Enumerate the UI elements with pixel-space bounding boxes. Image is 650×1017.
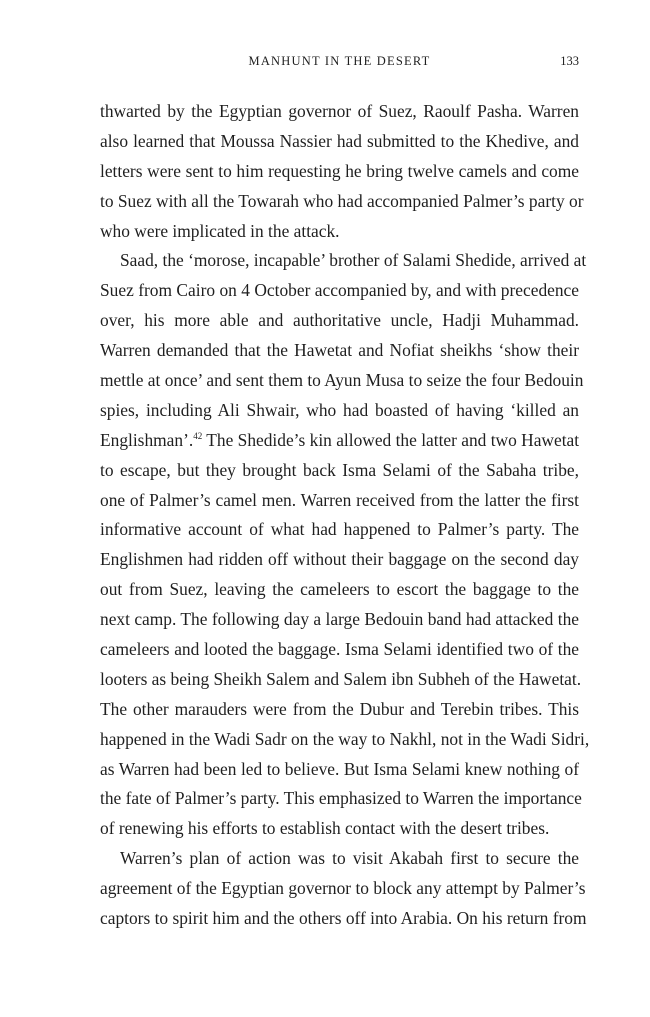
text-line: to Suez with all the Towarah who had accompanied Palmer’s party or (100, 190, 584, 211)
footnote-marker[interactable]: 42 (193, 430, 203, 441)
text-line: the fate of Palmer’s party. This emphasized to Warren the importance (100, 788, 582, 809)
text-line: Englishmen had ridden off without their baggage on the second day (100, 549, 579, 570)
paragraph-end-line: of renewing his efforts to establish contact with the desert tribes. (100, 818, 550, 839)
text-line: Warren demanded that the Hawetat and Nofiat sheikhs ‘show their (100, 340, 579, 361)
line-text: The Shedide’s kin allowed the latter and two Hawetat (202, 429, 580, 450)
text-line: to escape, but they brought back Isma Selami of the Sabaha tribe, (100, 459, 579, 480)
text-line: out from Suez, leaving the cameleers to escort the baggage to the (100, 579, 579, 600)
text-line: captors to spirit him and the others off into Arabia. On his return from (100, 908, 587, 929)
text-line: spies, including Ali Shwair, who had boasted of having ‘killed an (100, 399, 579, 420)
text-line: also learned that Moussa Nassier had submitted to the Khedive, and (100, 130, 579, 151)
text-line: as Warren had been led to believe. But Isma Selami knew nothing of (100, 758, 579, 779)
running-head (100, 52, 579, 70)
text-line: over, his more able and authoritative uncle, Hadji Muhammad. (100, 310, 579, 331)
paragraph-end-line: who were implicated in the attack. (100, 220, 340, 241)
text-line: thwarted by the Egyptian governor of Suez, Raoulf Pasha. Warren (100, 101, 579, 121)
page-number: 133 (560, 54, 579, 68)
line-text: Englishman’. (100, 429, 194, 450)
text-line: informative account of what had happened to Palmer’s party. The (100, 519, 579, 540)
text-line: looters as being Sheikh Salem and Salem ibn Subheh of the Hawetat. (100, 668, 582, 689)
text-line-with-footnote (100, 426, 579, 456)
paragraph-start-line: Saad, the ‘morose, incapable’ brother of Salami Shedide, arrived at (120, 250, 587, 271)
text-line: agreement of the Egyptian governor to block any attempt by Palmer’s (100, 878, 586, 899)
paragraph-start-line: Warren’s plan of action was to visit Akabah first to secure the (120, 848, 579, 869)
text-line: mettle at once’ and sent them to Ayun Musa to seize the four Bedouin (100, 370, 584, 391)
text-line: next camp. The following day a large Bedouin band had attacked the (100, 609, 579, 630)
body-text (100, 97, 590, 934)
text-line: The other marauders were from the Dubur and Terebin tribes. This (100, 698, 579, 719)
running-title: MANHUNT IN THE DESERT (248, 54, 431, 68)
text-line: one of Palmer’s camel men. Warren received from the latter the first (100, 489, 579, 510)
text-line: happened in the Wadi Sadr on the way to Nakhl, not in the Wadi Sidri, (100, 728, 590, 749)
text-line: cameleers and looted the baggage. Isma Selami identified two of the (100, 639, 579, 660)
text-line: letters were sent to him requesting he bring twelve camels and come (100, 160, 579, 181)
text-line: Suez from Cairo on 4 October accompanied by, and with precedence (100, 280, 579, 301)
